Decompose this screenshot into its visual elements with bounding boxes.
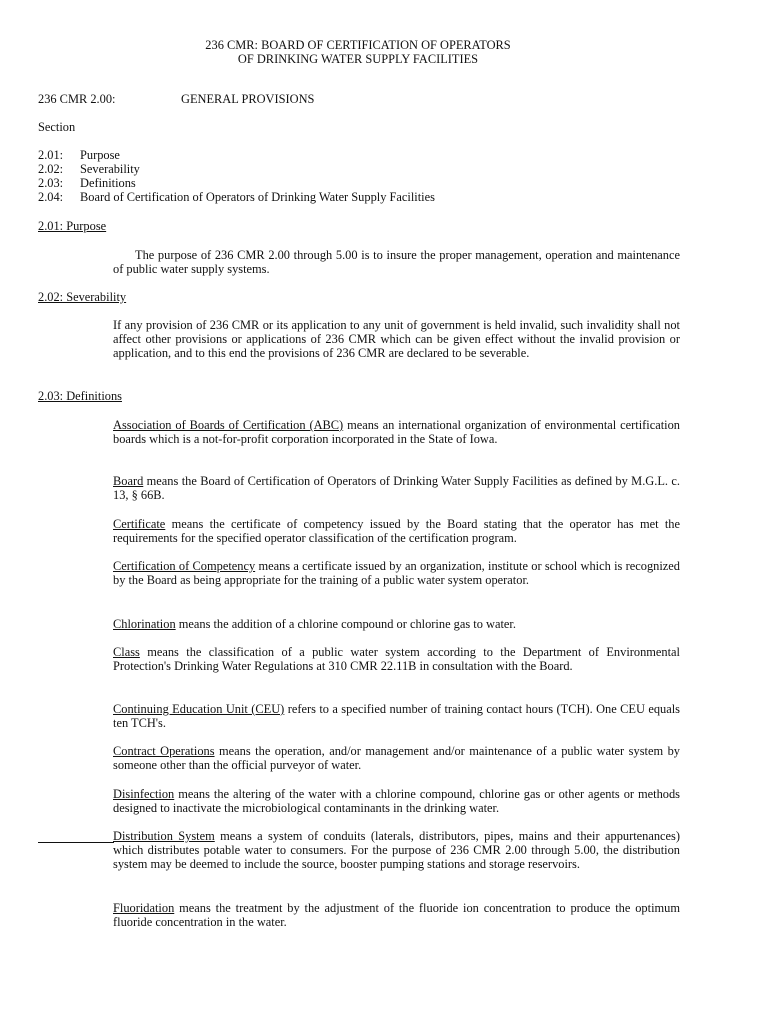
definition-item xyxy=(113,702,680,730)
definition-item xyxy=(113,474,680,502)
margin-rule xyxy=(38,842,114,843)
definition-term: Disinfection xyxy=(113,787,175,801)
section-label: Section xyxy=(38,120,76,134)
toc-entry xyxy=(38,162,140,176)
definition-item xyxy=(113,744,680,772)
toc-number: 2.02: xyxy=(38,162,64,176)
severability-heading: 2.02: Severability xyxy=(38,290,127,304)
chapter-number: 236 CMR 2.00: xyxy=(38,92,116,106)
toc-title: Definitions xyxy=(80,176,136,190)
definition-item xyxy=(113,418,680,446)
definition-item xyxy=(113,901,680,929)
definition-text: means the operation, and/or management and/or maintenance of a public water system by someone other than the official purveyor of water. xyxy=(113,744,680,773)
definition-text: means a system of conduits (laterals, distributors, pipes, mains and their appurtenances) which distributes potable water to consumers. For the purpose of 236 CMR 2.00 through 5.00, the distribution system may be deemed to include the source, booster pumping stations and storage reservoirs. xyxy=(113,829,680,872)
definition-term: Class xyxy=(113,645,140,659)
definition-text: means the treatment by the adjustment of the fluoride ion concentration to produce the optimum fluoride concentration in the water. xyxy=(113,901,680,930)
definition-term: Fluoridation xyxy=(113,901,175,915)
definition-item xyxy=(113,517,680,545)
definition-term: Continuing Education Unit (CEU) xyxy=(113,702,285,716)
definition-text: means the altering of the water with a chlorine compound, chlorine gas or other agents or methods designed to inactivate the microbiological contaminants in the drinking water. xyxy=(113,787,680,816)
purpose-paragraph xyxy=(113,248,680,276)
toc-title: Purpose xyxy=(80,148,120,162)
toc-number: 2.04: xyxy=(38,190,64,204)
chapter-title: GENERAL PROVISIONS xyxy=(181,92,315,106)
definition-item xyxy=(113,645,680,673)
definition-term: Contract Operations xyxy=(113,744,215,758)
toc-title: Board of Certification of Operators of Drinking Water Supply Facilities xyxy=(80,190,435,204)
toc-entry xyxy=(38,190,435,204)
document-title-line-2: OF DRINKING WATER SUPPLY FACILITIES xyxy=(237,52,479,66)
toc-number: 2.01: xyxy=(38,148,64,162)
definition-text: means a certificate issued by an organization, institute or school which is recognized by the Board as being appropriate for the training of a public water system operator. xyxy=(113,559,680,588)
document-title-line-1: 236 CMR: BOARD OF CERTIFICATION OF OPERATORS xyxy=(205,38,511,52)
definition-text: means the addition of a chlorine compound or chlorine gas to water. xyxy=(175,617,516,631)
definitions-heading: 2.03: Definitions xyxy=(38,389,122,403)
severability-paragraph xyxy=(113,318,680,361)
definition-text: means the Board of Certification of Operators of Drinking Water Supply Facilities as defined by M.G.L. c. 13, § 66B. xyxy=(113,474,680,503)
definition-item xyxy=(113,617,680,631)
toc-entry xyxy=(38,176,136,190)
definition-item xyxy=(113,787,680,815)
definition-text: means the classification of a public water system according to the Department of Environmental Protection's Drinking Water Regulations at 310 CMR 22.11B in consultation with the Board. xyxy=(113,645,680,674)
definition-term: Association of Boards of Certification (ABC) xyxy=(113,418,344,432)
definition-term: Chlorination xyxy=(113,617,176,631)
definition-term: Certification of Competency xyxy=(113,559,256,573)
toc-entry xyxy=(38,148,120,162)
purpose-heading: 2.01: Purpose xyxy=(38,219,107,233)
toc-title: Severability xyxy=(80,162,140,176)
purpose-text: The purpose of 236 CMR 2.00 through 5.00 is to insure the proper management, operation and maintenance of public water supply systems. xyxy=(113,248,680,277)
definition-text: means an international organization of environmental certification boards which is a not-for-profit corporation incorporated in the State of Iowa. xyxy=(113,418,680,447)
definition-text: refers to a specified number of training contact hours (TCH). One CEU equals ten TCH's. xyxy=(113,702,680,731)
toc-number: 2.03: xyxy=(38,176,64,190)
definition-text: means the certificate of competency issued by the Board stating that the operator has met the requirements for the specified operator classification of the certification program. xyxy=(113,517,680,546)
definition-term: Board xyxy=(113,474,144,488)
definition-term: Certificate xyxy=(113,517,166,531)
definition-term: Distribution System xyxy=(113,829,215,843)
definition-item xyxy=(113,559,680,587)
severability-text: If any provision of 236 CMR or its application to any unit of government is held invalid, such invalidity shall not affect other provisions or applications of 236 CMR which can be given effect without the invalid provision or application, and to this end the provisions of 236 CMR are declared to be severable. xyxy=(113,318,680,361)
definition-item xyxy=(113,829,680,872)
